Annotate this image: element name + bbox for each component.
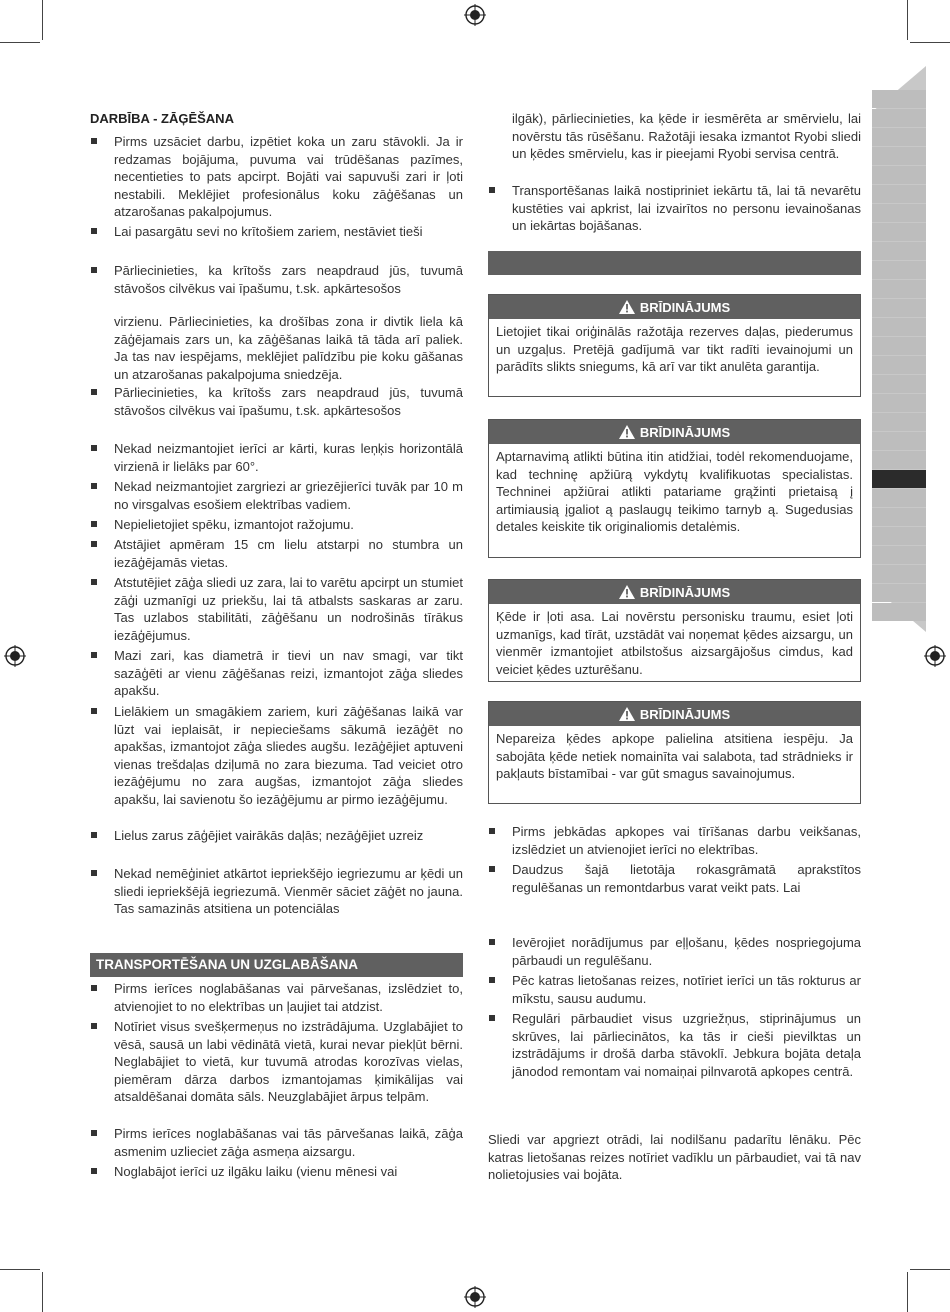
language-tab bbox=[872, 109, 926, 127]
language-tab bbox=[872, 185, 926, 203]
language-tab bbox=[872, 375, 926, 393]
registration-mark-icon bbox=[4, 645, 26, 667]
list-item: Daudzus šajā lietotāja rokasgrāmatā aprakstītos regulēšanas un remontdarbus varat veikt pats. Lai bbox=[488, 861, 861, 896]
language-tab bbox=[872, 261, 926, 279]
crop-mark bbox=[0, 1269, 40, 1270]
registration-mark-icon bbox=[464, 1286, 486, 1308]
language-tab bbox=[872, 318, 926, 336]
list-item: Regulāri pārbaudiet visus uzgriežņus, stiprinājumus un skrūves, lai pārliecinātos, ka tās ir cieši pievilktas un izstrādājums ir drošā darba stāvoklī. Jebkura bojāta detaļa jānodod remontam vai nomaiņai pilnvarotā apkopes centrā. bbox=[488, 1010, 861, 1080]
warning-text: Aptarnavimą atlikti būtina itin atidžiai, todėl rekomenduojame, kad techninę apžiūrą vykdytų kvalifikuotas specialistas. Techninei apžiūrai atlikti patariame grąžinti prietaisą į artimiausią įgaliot ą paslaugų teikimo tarnyb ą. Sugedusias detales keiskite tik originaliomis detalėmis. bbox=[496, 449, 853, 535]
warning-text: Nepareiza ķēdes apkope palielina atsitiena iespēju. Ja sabojāta ķēde netiek nomainīta vai salabota, tad strādnieks ir pakļauts bīstamībai - var gūt smagus savainojumus. bbox=[496, 731, 853, 782]
warning-text: Lietojiet tikai oriģinālās ražotāja rezerves daļas, piederumus un uzgaļus. Pretējā gadījumā var tikt radīti ievainojumi un parādīts slikts sniegums, kā arī var tikt anulēta garantija. bbox=[496, 324, 853, 375]
list-item: Pirms ierīces noglabāšanas vai tās pārvešanas laikā, zāģa asmenim uzlieciet zāģa asmeņa aizsargu. bbox=[90, 1125, 463, 1160]
crop-mark bbox=[907, 0, 908, 40]
language-tab bbox=[872, 356, 926, 374]
language-tab bbox=[872, 90, 926, 108]
list-item: Lielus zarus zāģējiet vairākās daļās; nezāģējiet uzreiz bbox=[90, 827, 463, 845]
list-item: Pirms ierīces noglabāšanas vai pārvešanas, izslēdziet to, atvienojiet to no elektrības un ļaujiet tai atdzist. bbox=[90, 980, 463, 1015]
language-tab-strip bbox=[872, 66, 926, 632]
language-tab bbox=[872, 128, 926, 146]
language-tab bbox=[872, 280, 926, 298]
list-item: Noglabājot ierīci uz ilgāku laiku (vienu mēnesi vai bbox=[90, 1163, 463, 1181]
list-item: Pārliecinieties, ka krītošs zars neapdraud jūs, tuvumā stāvošos cilvēkus vai īpašumu, t.sk. apkārtesošos bbox=[90, 262, 463, 297]
crop-mark bbox=[0, 42, 40, 43]
registration-mark-icon bbox=[924, 645, 946, 667]
crop-mark bbox=[42, 0, 43, 40]
warning-title: BRĪDINĀJUMS bbox=[639, 424, 731, 440]
list-item: Transportēšanas laikā nostipriniet iekārtu tā, lai tā nevarētu kustēties vai apkrist, lai izvairītos no personu ievainošanas un iekārtas bojāšanas. bbox=[488, 182, 861, 235]
warning-title: BRĪDINĀJUMS bbox=[639, 584, 731, 600]
list-item: Mazi zari, kas diametrā ir tievi un nav smagi, var tikt sazāģēti ar vienu zāģēšanas reizi, izmantojot zāģa sliedes apakšu. bbox=[90, 647, 463, 700]
language-tab bbox=[872, 394, 926, 412]
language-tab bbox=[872, 147, 926, 165]
list-item: Nepielietojiet spēku, izmantojot ražojumu. bbox=[90, 516, 463, 534]
crop-mark bbox=[42, 1272, 43, 1312]
list-item: Nekad neizmantojiet ierīci ar kārti, kuras leņķis horizontālā virzienā ir lielāks par 60°. bbox=[90, 440, 463, 475]
language-tab bbox=[872, 565, 926, 583]
language-tab bbox=[872, 508, 926, 526]
list-item: Nekad nemēģiniet atkārtot iepriekšējo iegriezumu ar ķēdi un sliedi iepriekšējā iegriezumā. Vienmēr sāciet zāģēt no jauna. Tas samazinās atsitiena un potenciālas bbox=[90, 865, 463, 918]
list-item-continuation: virzienu. Pārliecinieties, ka drošības zona ir divtik liela kā zāģējamais zars un, ka zāģēšanas laikā tā tāda arī paliek. Ja tas nav iespējams, meklējiet palīdzību pie koku gāšanas un atzarošanas pakalpojuma sniedzēja. bbox=[114, 314, 463, 382]
language-tab bbox=[872, 223, 926, 241]
language-tab-active bbox=[872, 470, 926, 488]
list-item: Lielākiem un smagākiem zariem, kuri zāģēšanas laikā var lūzt vai ieplaisāt, ir nepieciešams sākumā iezāģēt no apakšas, izmantojot zāģa sliedes augšu. Iezāģējiet aptuveni vienas trešdaļas dziļumā no zara biezuma. Tad veiciet otro iezāģējumu no zara augšas, izmantojot zāģa sliedes apakšu, lai savienotu šo iezāģējumu ar pirmo iezāģējumu. bbox=[90, 703, 463, 809]
crop-mark bbox=[910, 1269, 950, 1270]
language-tab bbox=[872, 413, 926, 431]
list-item: Nekad neizmantojiet zargriezi ar griezējierīci tuvāk par 10 m no virsgalvas esošiem elektrības vadiem. bbox=[90, 478, 463, 513]
body-paragraph: Sliedi var apgriezt otrādi, lai nodilšanu padarītu lēnāku. Pēc katras lietošanas reizes notīriet vadīklu un pārbaudiet, vai tā nav nolietojusies vai bojāta. bbox=[488, 1132, 861, 1183]
language-tab bbox=[872, 166, 926, 184]
list-item: Pārliecinieties, ka krītošs zars neapdraud jūs, tuvumā stāvošos cilvēkus vai īpašumu, t.sk. apkārtesošos bbox=[90, 384, 463, 419]
language-tab bbox=[872, 204, 926, 222]
language-tab bbox=[872, 584, 926, 602]
list-item-continuation: ilgāk), pārliecinieties, ka ķēde ir iesmērēta ar smērvielu, lai novērstu tās rūsēšanu. Ražotāji iesaka izmantot Ryobi sliedi un ķēdes smērvielu, kas ir pieejami Ryobi servisa centrā. bbox=[512, 111, 861, 162]
language-tab bbox=[872, 603, 926, 621]
registration-mark-icon bbox=[464, 4, 486, 26]
language-tab bbox=[872, 451, 926, 469]
right-column-maintenance bbox=[488, 0, 861, 1312]
list-item: Notīriet visus svešķermeņus no izstrādājuma. Uzglabājiet to vēsā, sausā un labi vēdinātā vietā, kurai nevar piekļūt bērni. Neglabājiet to vietā, kur tuvumā atrodas korozīvas vielas, piemēram dārza darbos izmantojamas ķimikālijas vai atsaldēšanai domāta sāls. Neuzglabājiet ārpus telpām. bbox=[90, 1018, 463, 1106]
crop-mark bbox=[907, 1272, 908, 1312]
section-heading-transport: TRANSPORTĒŠANA UN UZGLABĀŠANA bbox=[90, 953, 463, 977]
crop-mark bbox=[910, 42, 950, 43]
language-tab bbox=[872, 489, 926, 507]
list-item: Pirms uzsāciet darbu, izpētiet koka un zaru stāvokli. Ja ir redzamas bojājuma, puvuma vai trūdēšanas pazīmes, necentieties to pats apcirpt. Bojāti vai sapuvuši zari ir ļoti nestabili. Meklējiet profesionālus koku zāģēšanas un atzarošanas pakalpojumus. bbox=[90, 133, 463, 221]
section-heading-operation: DARBĪBA - ZĀĢĒŠANA bbox=[90, 111, 234, 126]
warning-title: BRĪDINĀJUMS bbox=[639, 706, 731, 722]
language-tab bbox=[872, 337, 926, 355]
language-tab bbox=[872, 432, 926, 450]
warning-title: BRĪDINĀJUMS bbox=[639, 299, 731, 315]
list-item: Ievērojiet norādījumus par eļļošanu, ķēdes nospriegojuma pārbaudi un regulēšanu. bbox=[488, 934, 861, 969]
language-tab bbox=[872, 299, 926, 317]
list-item: Atstājiet apmēram 15 cm lielu atstarpi no stumbra un iezāģējamās vietas. bbox=[90, 536, 463, 571]
list-item: Lai pasargātu sevi no krītošiem zariem, nestāviet tieši bbox=[90, 223, 463, 241]
list-item: Atstutējiet zāģa sliedi uz zara, lai to varētu apcirpt un stumiet zāģi uzmanīgi uz priekšu, lai tā atbalsts saskaras ar zaru. Tas uzlabos stabilitāti, zāģēšanu un nodrošinās tīrākus iezāģējumus. bbox=[90, 574, 463, 644]
list-item: Pēc katras lietošanas reizes, notīriet ierīci un tās rokturus ar mīkstu, sausu audumu. bbox=[488, 972, 861, 1007]
language-tab bbox=[872, 527, 926, 545]
warning-text: Ķēde ir ļoti asa. Lai novērstu personisku traumu, esiet ļoti uzmanīgs, kad tīrāt, uzstādāt vai noņemat ķēdes aizsargu, un vienmēr izmantojiet atbilstošus aizsargājošus cimdus, kad veiciet ķēdes uzturēšanu. bbox=[496, 609, 853, 677]
language-tab bbox=[872, 242, 926, 260]
list-item: Pirms jebkādas apkopes vai tīrīšanas darbu veikšanas, izslēdziet un atvienojiet ierīci no elektrības. bbox=[488, 823, 861, 858]
language-tab bbox=[872, 546, 926, 564]
